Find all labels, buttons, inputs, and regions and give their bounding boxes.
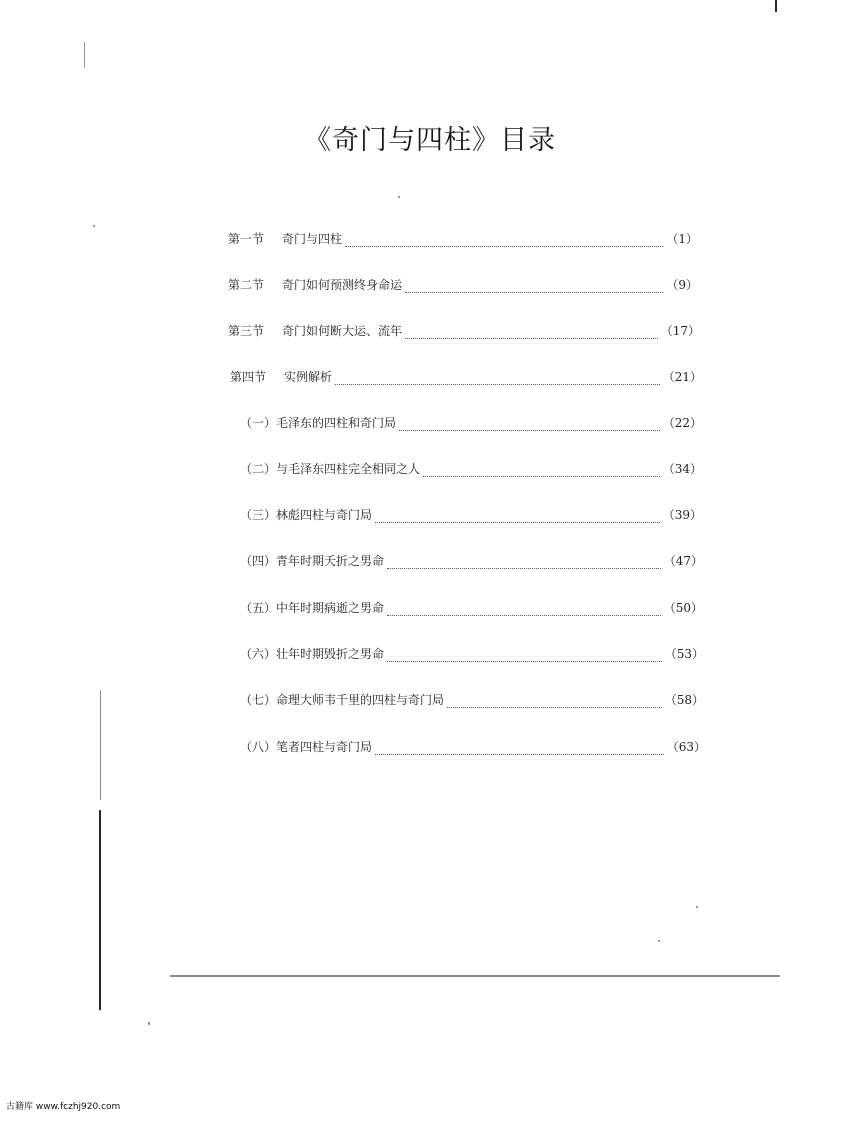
toc-entry <box>240 506 702 526</box>
toc-title: 奇门如何预测终身命运 <box>282 278 403 292</box>
toc-entry <box>240 738 706 758</box>
toc-page-number: （21） <box>662 370 702 384</box>
page-title: 《奇门与四柱》目录 <box>304 125 556 156</box>
scan-mark <box>84 42 85 68</box>
toc-page-number: （9） <box>666 278 698 292</box>
scan-binding-line <box>100 690 101 800</box>
scan-speck <box>658 940 660 942</box>
toc-title: （五）中年时期病逝之男命 <box>240 601 385 615</box>
toc-leader <box>399 429 660 431</box>
toc-leader <box>387 614 661 616</box>
toc-title: （六）壮年时期毁折之男命 <box>240 647 385 661</box>
scan-binding-line <box>99 810 101 1010</box>
toc-page-number: （1） <box>666 232 698 246</box>
toc-section: 第一节 <box>228 232 265 246</box>
toc-page-number: （34） <box>662 462 702 476</box>
toc-title: 实例解析 <box>284 370 333 384</box>
toc-section: 第四节 <box>230 370 267 384</box>
toc-section: 第三节 <box>228 324 265 338</box>
toc-entry <box>240 460 702 480</box>
toc-page-number: （47） <box>663 554 703 568</box>
toc-title: （三）林彪四柱与奇门局 <box>240 508 373 522</box>
toc-leader <box>375 521 660 523</box>
toc-entry <box>228 276 698 296</box>
toc-entry <box>240 599 703 619</box>
toc-entry <box>240 414 702 434</box>
toc-title: （二）与毛泽东四柱完全相同之人 <box>240 462 421 476</box>
toc-entry <box>240 552 703 572</box>
toc-entry <box>230 368 702 388</box>
toc-page-number: （17） <box>660 324 700 338</box>
toc-title: （八）笔者四柱与奇门局 <box>240 740 373 754</box>
toc-leader <box>335 383 660 385</box>
toc-page-number: （53） <box>664 647 704 661</box>
toc-entry <box>240 645 704 665</box>
toc-entry <box>228 322 700 342</box>
toc-page-number: （22） <box>662 416 702 430</box>
toc-section: 第二节 <box>228 278 265 292</box>
toc-entry <box>240 691 704 711</box>
toc-leader <box>405 291 663 293</box>
toc-entry <box>228 230 698 250</box>
toc-title: 奇门如何断大运、流年 <box>282 324 403 338</box>
toc-title: （四）青年时期夭折之男命 <box>240 554 385 568</box>
toc-leader <box>447 706 662 708</box>
site-watermark: 古籍库 www.fczhj920.com <box>6 1102 121 1112</box>
scan-speck <box>148 1022 150 1025</box>
toc-page-number: （58） <box>664 693 704 707</box>
toc-title: （七）命理大师韦千里的四柱与奇门局 <box>240 693 445 707</box>
scan-speck <box>398 196 400 198</box>
toc-leader <box>387 567 661 569</box>
toc-page-number: （50） <box>663 601 703 615</box>
toc-title: 奇门与四柱 <box>282 232 343 246</box>
toc-leader <box>387 660 662 662</box>
toc-leader <box>345 245 663 247</box>
toc-page-number: （63） <box>666 740 706 754</box>
scan-mark <box>775 0 777 12</box>
scan-speck <box>93 225 95 227</box>
toc-title: （一）毛泽东的四柱和奇门局 <box>240 416 397 430</box>
toc-leader <box>405 337 658 339</box>
toc-leader <box>423 475 660 477</box>
toc-leader <box>375 753 664 755</box>
scan-edge-line <box>170 975 780 977</box>
scan-speck <box>696 906 698 908</box>
toc-page-number: （39） <box>662 508 702 522</box>
